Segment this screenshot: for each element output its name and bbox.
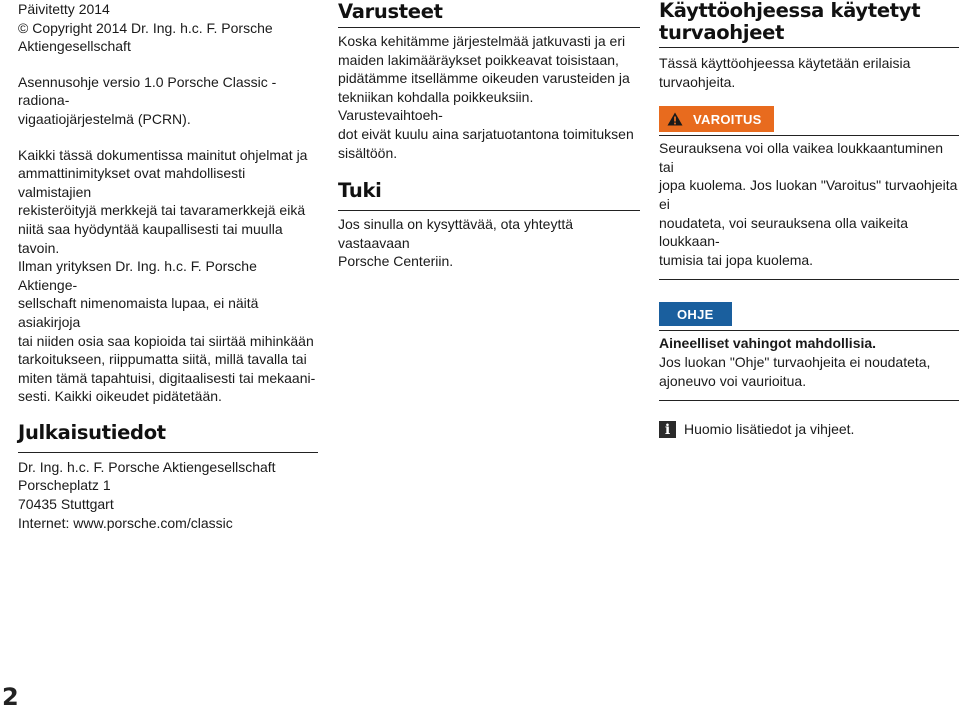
publisher-rule bbox=[18, 452, 318, 453]
legal-line: rekisteröityjä merkkejä tai tavaramerkkejä eikä bbox=[18, 202, 306, 219]
note-line: ajoneuvo voi vaurioitua. bbox=[659, 372, 807, 389]
note-text bbox=[659, 334, 959, 390]
note-end-rule bbox=[659, 400, 959, 401]
info-text: Huomio lisätiedot ja vihjeet. bbox=[684, 421, 855, 438]
note-label: OHJE bbox=[677, 306, 714, 322]
warning-label: VAROITUS bbox=[693, 111, 762, 127]
publisher-info bbox=[18, 458, 318, 532]
legal-line: tai niiden osia saa kopioida tai siirtää mihinkään bbox=[18, 332, 314, 349]
legal-line: sellschaft nimenomaista lupaa, ei näitä asiakirjoja bbox=[18, 295, 259, 330]
support-heading: Tuki bbox=[338, 179, 382, 203]
legal-line: niitä saa hyödyntää kaupallisesti tai muulla tavoin. bbox=[18, 220, 283, 256]
legal-line: miten tämä tapahtuisi, digitaalisesti tai mekaani- bbox=[18, 369, 316, 386]
warning-line: noudateta, voi seurauksena olla vaikeita loukkaan- bbox=[659, 214, 909, 250]
equipment-text bbox=[338, 32, 640, 162]
warning-line: tumisia tai jopa kuolema. bbox=[659, 251, 814, 268]
equipment-line: pidätämme itsellämme oikeuden varusteiden ja bbox=[338, 70, 630, 87]
note-badge bbox=[659, 302, 732, 326]
equipment-line: maiden lakimääräykset poikkeavat toisistaan, bbox=[338, 51, 619, 68]
manual-version bbox=[18, 73, 318, 129]
update-info bbox=[18, 0, 318, 56]
note-rule bbox=[659, 330, 959, 331]
support-line: Jos sinulla on kysyttävää, ota yhteyttä vastaavaan bbox=[338, 216, 574, 251]
legal-line: tarkoitukseen, riippumatta siitä, millä tavalla tai bbox=[18, 351, 307, 368]
left-column bbox=[18, 0, 318, 532]
right-column bbox=[659, 0, 959, 439]
publisher-line: 70435 Stuttgart bbox=[18, 496, 114, 513]
equipment-line: tekniikan kohdalla poikkeuksiin. Varustevaihtoeh- bbox=[338, 88, 534, 124]
safety-heading bbox=[659, 0, 959, 44]
warning-block bbox=[659, 106, 959, 280]
page-number: 2 bbox=[2, 683, 19, 711]
warning-end-rule bbox=[659, 279, 959, 280]
copyright-line: © Copyright 2014 Dr. Ing. h.c. F. Porsche bbox=[18, 19, 273, 36]
updated-line: Päivitetty 2014 bbox=[18, 1, 110, 17]
note-block bbox=[659, 302, 959, 401]
warning-line: jopa kuolema. Jos luokan "Varoitus" turvaohjeita ei bbox=[659, 177, 958, 212]
warning-badge bbox=[659, 106, 774, 132]
safety-heading-line: turvaohjeet bbox=[659, 21, 785, 44]
note-title: Aineelliset vahingot mahdollisia. bbox=[659, 335, 877, 352]
middle-column bbox=[338, 0, 640, 271]
publisher-website: Internet: www.porsche.com/classic bbox=[18, 514, 233, 531]
safety-rule bbox=[659, 47, 959, 48]
equipment-line: dot eivät kuulu aina sarjatuotantona toimituksen bbox=[338, 125, 634, 142]
warning-triangle-icon bbox=[667, 112, 683, 126]
legal-line: sesti. Kaikki oikeudet pidätetään. bbox=[18, 388, 222, 405]
info-block bbox=[659, 420, 959, 439]
equipment-line: sisältöön. bbox=[338, 144, 398, 161]
legal-line: Ilman yrityksen Dr. Ing. h.c. F. Porsche Aktienge- bbox=[18, 258, 257, 293]
support-text bbox=[338, 215, 640, 271]
support-rule bbox=[338, 210, 640, 211]
intro-line: turvaohjeita. bbox=[659, 73, 736, 90]
note-line: Jos luokan "Ohje" turvaohjeita ei noudateta, bbox=[659, 353, 931, 370]
warning-line: Seurauksena voi olla vaikea loukkaantuminen tai bbox=[659, 140, 944, 175]
support-line: Porsche Centeriin. bbox=[338, 253, 454, 270]
safety-heading-line: Käyttöohjeessa käytetyt bbox=[659, 0, 921, 22]
equipment-rule bbox=[338, 27, 640, 28]
warning-text bbox=[659, 139, 959, 269]
company-line: Aktiengesellschaft bbox=[18, 38, 131, 55]
safety-intro bbox=[659, 54, 959, 91]
publisher-heading: Julkaisutiedot bbox=[18, 420, 166, 444]
publisher-line: Dr. Ing. h.c. F. Porsche Aktiengesellschaft bbox=[18, 458, 276, 475]
publisher-line: Porscheplatz 1 bbox=[18, 477, 111, 494]
equipment-heading: Varusteet bbox=[338, 0, 443, 23]
warning-rule bbox=[659, 135, 959, 136]
intro-line: Tässä käyttöohjeessa käytetään erilaisia bbox=[659, 55, 911, 71]
info-icon: i bbox=[659, 421, 676, 438]
equipment-line: Koska kehitämme järjestelmää jatkuvasti ja eri bbox=[338, 33, 626, 49]
legal-notice bbox=[18, 146, 318, 406]
manual-line: Asennusohje versio 1.0 Porsche Classic -radiona- bbox=[18, 73, 277, 109]
legal-line: Kaikki tässä dokumentissa mainitut ohjelmat ja bbox=[18, 146, 308, 163]
legal-line: ammattinimitykset ovat mahdollisesti valmistajien bbox=[18, 165, 246, 200]
manual-line: vigaatiojärjestelmä (PCRN). bbox=[18, 110, 191, 127]
